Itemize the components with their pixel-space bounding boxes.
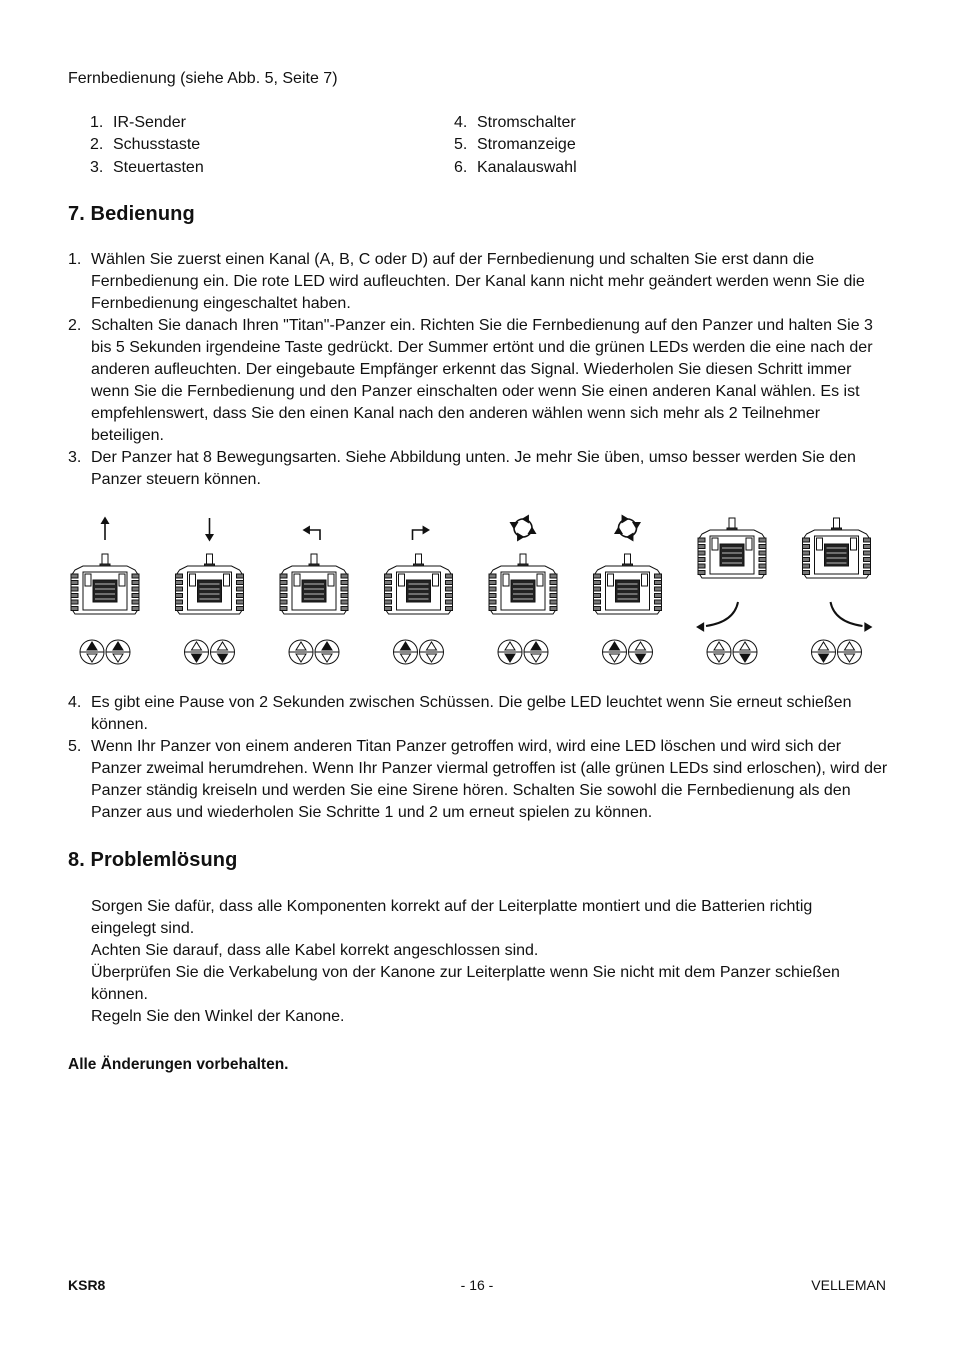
item-label: Stromschalter: [477, 114, 576, 131]
movement-column: [385, 527, 453, 664]
list-item: [68, 736, 888, 824]
list-item: [90, 112, 204, 134]
list-item: [454, 157, 577, 179]
control-button-icon: [420, 640, 444, 664]
tank-icon: [803, 518, 871, 578]
item-label: Kanalauswahl: [477, 158, 577, 176]
item-number: 4.: [68, 694, 82, 711]
component-list-left: [90, 112, 204, 179]
item-number: 2.: [90, 136, 104, 154]
item-label: Schusstaste: [113, 136, 201, 154]
turn-left-icon: [304, 527, 320, 540]
control-button-icon: [80, 640, 104, 664]
control-button-icon: [603, 640, 627, 664]
operation-steps-list-continued: [68, 692, 888, 824]
movement-column: [698, 518, 766, 664]
item-text: Es gibt eine Pause von 2 Sekunden zwischen Schüssen. Die gelbe LED leuchtet wenn Sie erneut schießen können.: [91, 694, 852, 733]
control-button-icon: [707, 640, 731, 664]
list-item: [68, 692, 888, 736]
list-item: [454, 134, 577, 156]
control-button-icon: [733, 640, 757, 664]
item-number: 3.: [68, 449, 82, 466]
list-item: [68, 249, 888, 315]
movement-column: [176, 518, 244, 664]
item-number: 6.: [454, 158, 468, 176]
troubleshooting-paragraph: Sorgen Sie dafür, dass alle Komponenten korrekt auf der Leiterplatte montiert und die Batterien richtig eingelegt sind.: [91, 898, 813, 937]
arrow-down-icon: [206, 518, 212, 540]
troubleshooting-paragraph: Regeln Sie den Winkel der Kanone.: [91, 1008, 345, 1025]
item-number: 3.: [90, 158, 104, 176]
tank-icon: [385, 554, 453, 614]
list-item: [454, 112, 577, 134]
footer-model: KSR8: [68, 1277, 106, 1293]
movement-figure: [60, 510, 900, 675]
item-number: 1.: [90, 114, 104, 131]
intro-line: Fernbedienung (siehe Abb. 5, Seite 7): [68, 70, 338, 87]
item-label: Stromanzeige: [477, 136, 576, 154]
turn-right-icon: [413, 527, 429, 540]
item-text: Der Panzer hat 8 Bewegungsarten. Siehe Abbildung unten. Je mehr Sie üben, umso besser werden Sie den Panzer steuern können.: [91, 449, 856, 488]
reverse-right-icon: [831, 602, 871, 630]
list-item: [90, 157, 204, 179]
movement-column: [594, 516, 662, 664]
tank-icon: [176, 554, 244, 614]
item-number: 5.: [454, 136, 468, 154]
troubleshooting-text: [91, 896, 881, 1028]
disclaimer-note: Alle Änderungen vorbehalten.: [68, 1056, 289, 1073]
item-text: Wenn Ihr Panzer von einem anderen Titan Panzer getroffen wird, wird eine LED löschen und wird sich der Panzer zweimal herumdrehen. Wenn Ihr Panzer viermal getroffen ist (alle grünen LEDs sind erloschen), wird der Panzer ständig kreiseln und werden Sie eine Sirene hören. Schalten Sie sowohl die Fernbedienung als den Panzer aus und wiederholen Sie Schritte 1 und 2 um erneut spielen zu können.: [91, 738, 888, 821]
control-button-icon: [289, 640, 313, 664]
troubleshooting-paragraph: Achten Sie darauf, dass alle Kabel korrekt angeschlossen sind.: [91, 942, 539, 959]
movement-diagram: [60, 510, 900, 675]
rotate-right-icon: [615, 516, 639, 540]
tank-icon: [594, 554, 662, 614]
rotate-left-icon: [511, 516, 535, 540]
movement-column: [803, 518, 871, 664]
operation-steps-list: [68, 249, 888, 491]
item-label: IR-Sender: [113, 114, 186, 131]
tank-icon: [71, 554, 139, 614]
item-number: 2.: [68, 317, 82, 334]
list-item: [68, 315, 888, 447]
control-button-icon: [498, 640, 522, 664]
footer-page-number: - 16 -: [460, 1277, 494, 1293]
control-button-icon: [838, 640, 862, 664]
footer-brand: VELLEMAN: [811, 1277, 886, 1293]
movement-column: [489, 516, 557, 664]
control-button-icon: [394, 640, 418, 664]
component-list-right: [454, 112, 577, 179]
section-heading-problemloesung: 8. Problemlösung: [68, 849, 238, 871]
section-heading-bedienung: 7. Bedienung: [68, 203, 195, 225]
control-button-icon: [629, 640, 653, 664]
item-text: Schalten Sie danach Ihren "Titan"-Panzer ein. Richten Sie die Fernbedienung auf den Panzer und halten Sie 3 bis 5 Sekunden irgendeine Taste gedrückt. Der Summer ertönt und die grünen LEDs werden die eine nach der anderen aufleuchten. Der eingebaute Empfänger erkennt das Signal. Wiederholen Sie diesen Schritt immer wenn Sie die Fernbedienung und den Panzer einschalten oder wenn Sie einen anderen Kanal wählen. Es ist empfehlenswert, dass Sie den einen Kanal nach den anderen wählen wenn sich mehr als 2 Teilnehmer beteiligen.: [91, 317, 873, 444]
control-button-icon: [185, 640, 209, 664]
control-button-icon: [211, 640, 235, 664]
tank-icon: [280, 554, 348, 614]
tank-icon: [489, 554, 557, 614]
reverse-left-icon: [698, 602, 738, 630]
item-number: 1.: [68, 251, 82, 268]
item-text: Wählen Sie zuerst einen Kanal (A, B, C oder D) auf der Fernbedienung und schalten Sie erst dann die Fernbedienung ein. Die rote LED wird aufleuchten. Der Kanal kann nicht mehr geändert werden wenn Sie die Fernbedienung eingeschaltet haben.: [91, 251, 865, 312]
troubleshooting-paragraph: Überprüfen Sie die Verkabelung von der Kanone zur Leiterplatte wenn Sie nicht mit dem Panzer schießen können.: [91, 964, 840, 1003]
item-label: Steuertasten: [113, 158, 204, 176]
arrow-up-icon: [102, 518, 108, 540]
movement-column: [71, 518, 139, 664]
item-number: 5.: [68, 738, 82, 755]
control-button-icon: [315, 640, 339, 664]
item-number: 4.: [454, 114, 468, 131]
control-button-icon: [812, 640, 836, 664]
list-item: [90, 134, 204, 156]
control-button-icon: [106, 640, 130, 664]
control-button-icon: [524, 640, 548, 664]
tank-icon: [698, 518, 766, 578]
movement-column: [280, 527, 348, 664]
list-item: [68, 447, 888, 491]
